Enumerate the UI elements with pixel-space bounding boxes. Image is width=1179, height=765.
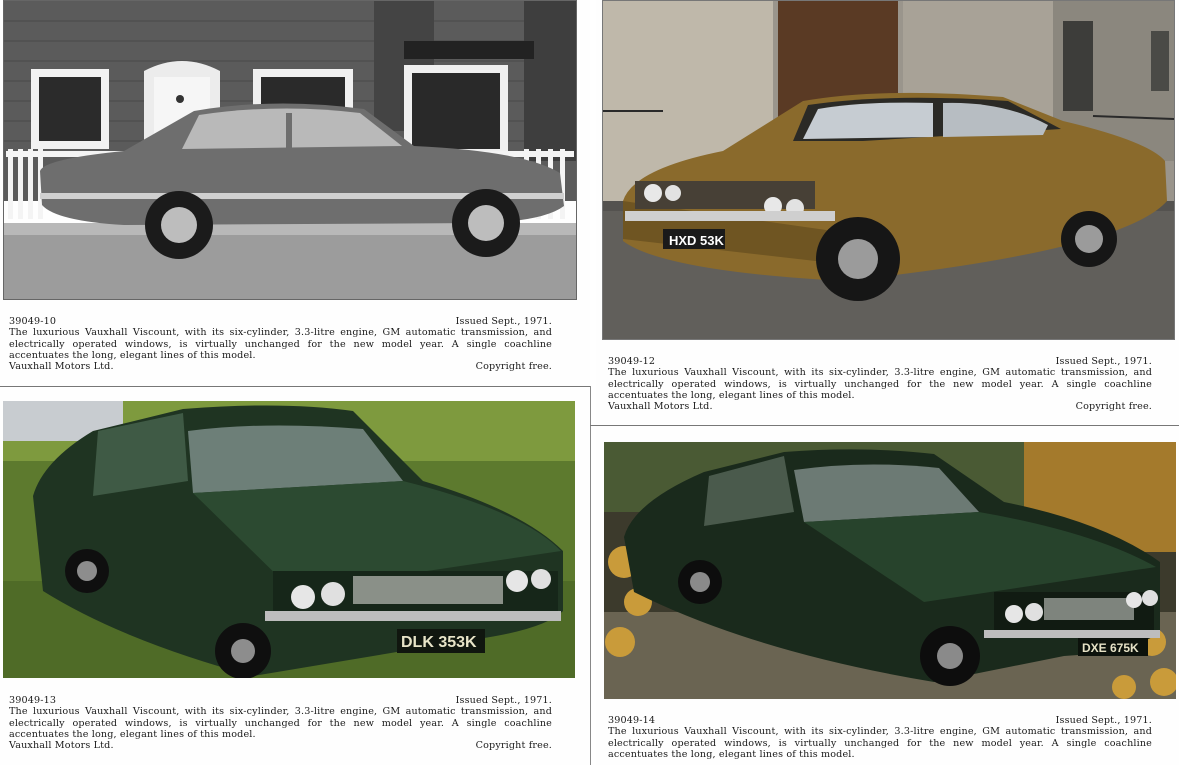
press-sheet-39049-12 <box>596 0 1179 424</box>
press-sheet-39049-10 <box>0 0 590 386</box>
description-text: The luxurious Vauxhall Viscount, with its six-cylinder, 3.3-litre engine, GM automatic transmission, and electrically operated windows, is virtually unchanged for the new model year. A single coachline accentuates the long, elegant lines of this model. <box>608 726 1152 760</box>
sheet-divider-vertical <box>590 386 591 765</box>
issue-date: Issued Sept., 1971. <box>1055 715 1152 726</box>
sheet-divider-left <box>0 386 590 387</box>
press-sheet-39049-14 <box>596 426 1179 765</box>
photo-viscount-gold-front <box>602 0 1175 340</box>
description-text: The luxurious Vauxhall Viscount, with its six-cylinder, 3.3-litre engine, GM automatic transmission, and electrically operated windows, is virtually unchanged for the new model year. A single coachline accentuates the long, elegant lines of this model. <box>9 706 552 740</box>
caption-39049-12 <box>608 356 1152 412</box>
copyright-note: Copyright free. <box>475 361 552 373</box>
description-text: The luxurious Vauxhall Viscount, with its six-cylinder, 3.3-litre engine, GM automatic transmission, and electrically operated windows, is virtually unchanged for the new model year. A single coachline accentuates the long, elegant lines of this model. <box>9 327 552 361</box>
company-name: Vauxhall Motors Ltd. <box>9 361 114 373</box>
reference-number: 39049-10 <box>9 316 57 327</box>
reference-number: 39049-13 <box>9 695 57 706</box>
caption-39049-13 <box>9 695 552 751</box>
sheet-divider-right <box>590 425 1179 426</box>
issue-date: Issued Sept., 1971. <box>455 316 552 327</box>
copyright-note: Copyright free. <box>475 740 552 752</box>
copyright-note: Copyright free. <box>1075 401 1152 413</box>
caption-39049-10 <box>9 316 552 372</box>
description-text: The luxurious Vauxhall Viscount, with its six-cylinder, 3.3-litre engine, GM automatic transmission, and electrically operated windows, is virtually unchanged for the new model year. A single coachline accentuates the long, elegant lines of this model. <box>608 367 1152 401</box>
license-plate: DXE 675K <box>1082 641 1139 655</box>
company-name: Vauxhall Motors Ltd. <box>9 740 114 752</box>
company-name: Vauxhall Motors Ltd. <box>608 401 713 413</box>
photo-viscount-bw-side <box>3 0 577 300</box>
press-sheet-39049-13 <box>0 388 590 765</box>
license-plate: DLK 353K <box>401 634 477 651</box>
reference-number: 39049-14 <box>608 715 656 726</box>
caption-39049-14 <box>608 715 1152 760</box>
photo-viscount-dark-green-gravel <box>604 442 1176 699</box>
reference-number: 39049-12 <box>608 356 656 367</box>
license-plate: HXD 53K <box>669 233 724 248</box>
issue-date: Issued Sept., 1971. <box>1055 356 1152 367</box>
issue-date: Issued Sept., 1971. <box>455 695 552 706</box>
photo-viscount-green-grass <box>3 401 575 678</box>
